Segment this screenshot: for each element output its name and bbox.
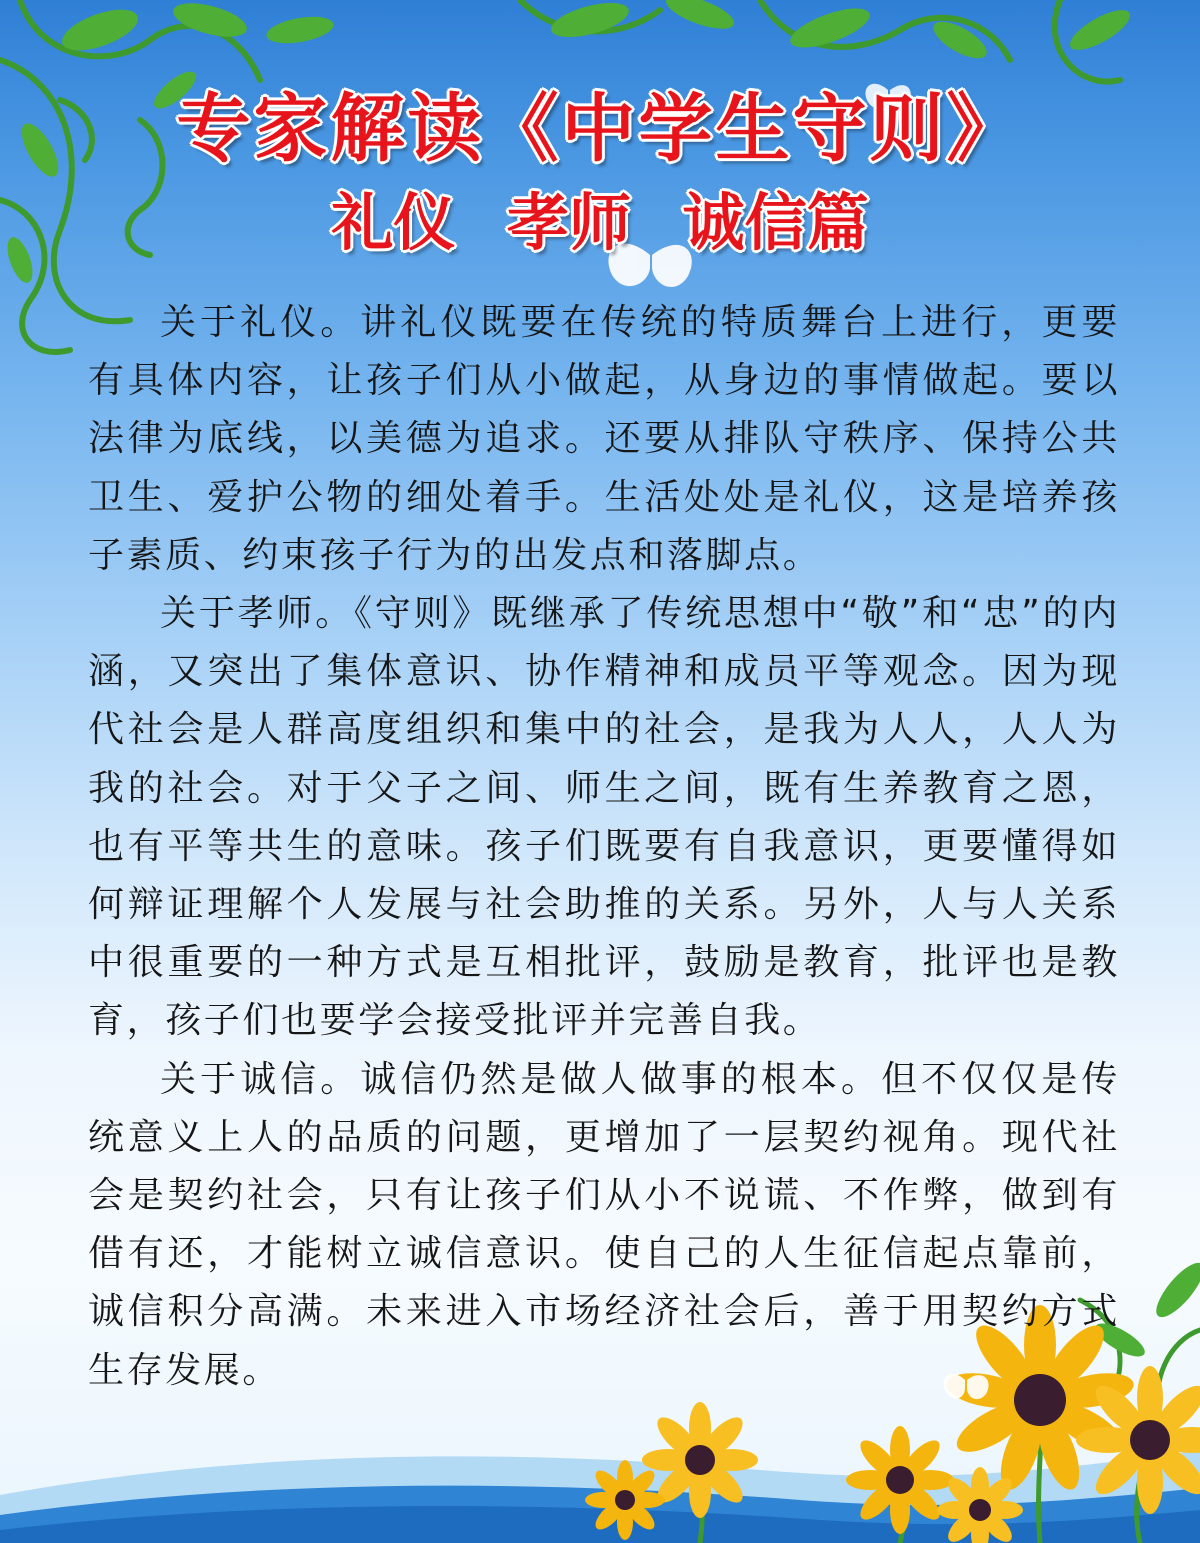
sunflower-small — [585, 1460, 665, 1540]
sunflower-mid — [846, 1426, 954, 1534]
title-block — [0, 86, 1200, 259]
poster-subtitle: 礼仪 孝师 诚信篇 — [331, 186, 869, 259]
paragraph-etiquette: 关于礼仪。讲礼仪既要在传统的特质舞台上进行，更要有具体内容，让孩子们从小做起，从身边的事情做起。要以法律为底线，以美德为追求。还要从排队守秩序、保持公共卫生、爱护公物的细处着手。生活处处是礼仪，这是培养孩子素质、约束孩子行为的出发点和落脚点。 — [88, 302, 1120, 576]
poster-title: 专家解读《中学生守则》 — [176, 86, 1024, 172]
vine-leaf-shapes-top-right — [548, 0, 1136, 65]
article-body — [88, 294, 1120, 1400]
paragraph-respect-teachers: 关于孝师。《守则》既继承了传统思想中“敬”和“忠”的内涵，又突出了集体意识、协作精神和成员平等观念。因为现代社会是人群高度组织和集中的社会，是我为人人，人人为我的社会。对于父子之间、师生之间，既有生养教育之恩，也有平等共生的意味。孩子们既要有自我意识，更要懂得如何辩证理解个人发展与社会助推的关系。另外，人与人关系中很重要的一种方式是互相批评，鼓励是教育，批评也是教育，孩子们也要学会接受批评并完善自我。 — [88, 593, 1120, 1042]
paragraph-integrity: 关于诚信。诚信仍然是做人做事的根本。但不仅仅是传统意义上人的品质的问题，更增加了一层契约视角。现代社会是契约社会，只有让孩子们从小不说谎、不作弊，做到有借有还，才能树立诚信意识。使自己的人生征信起点靠前，诚信积分高满。未来进入市场经济社会后，善于用契约方式生存发展。 — [88, 1058, 1120, 1391]
